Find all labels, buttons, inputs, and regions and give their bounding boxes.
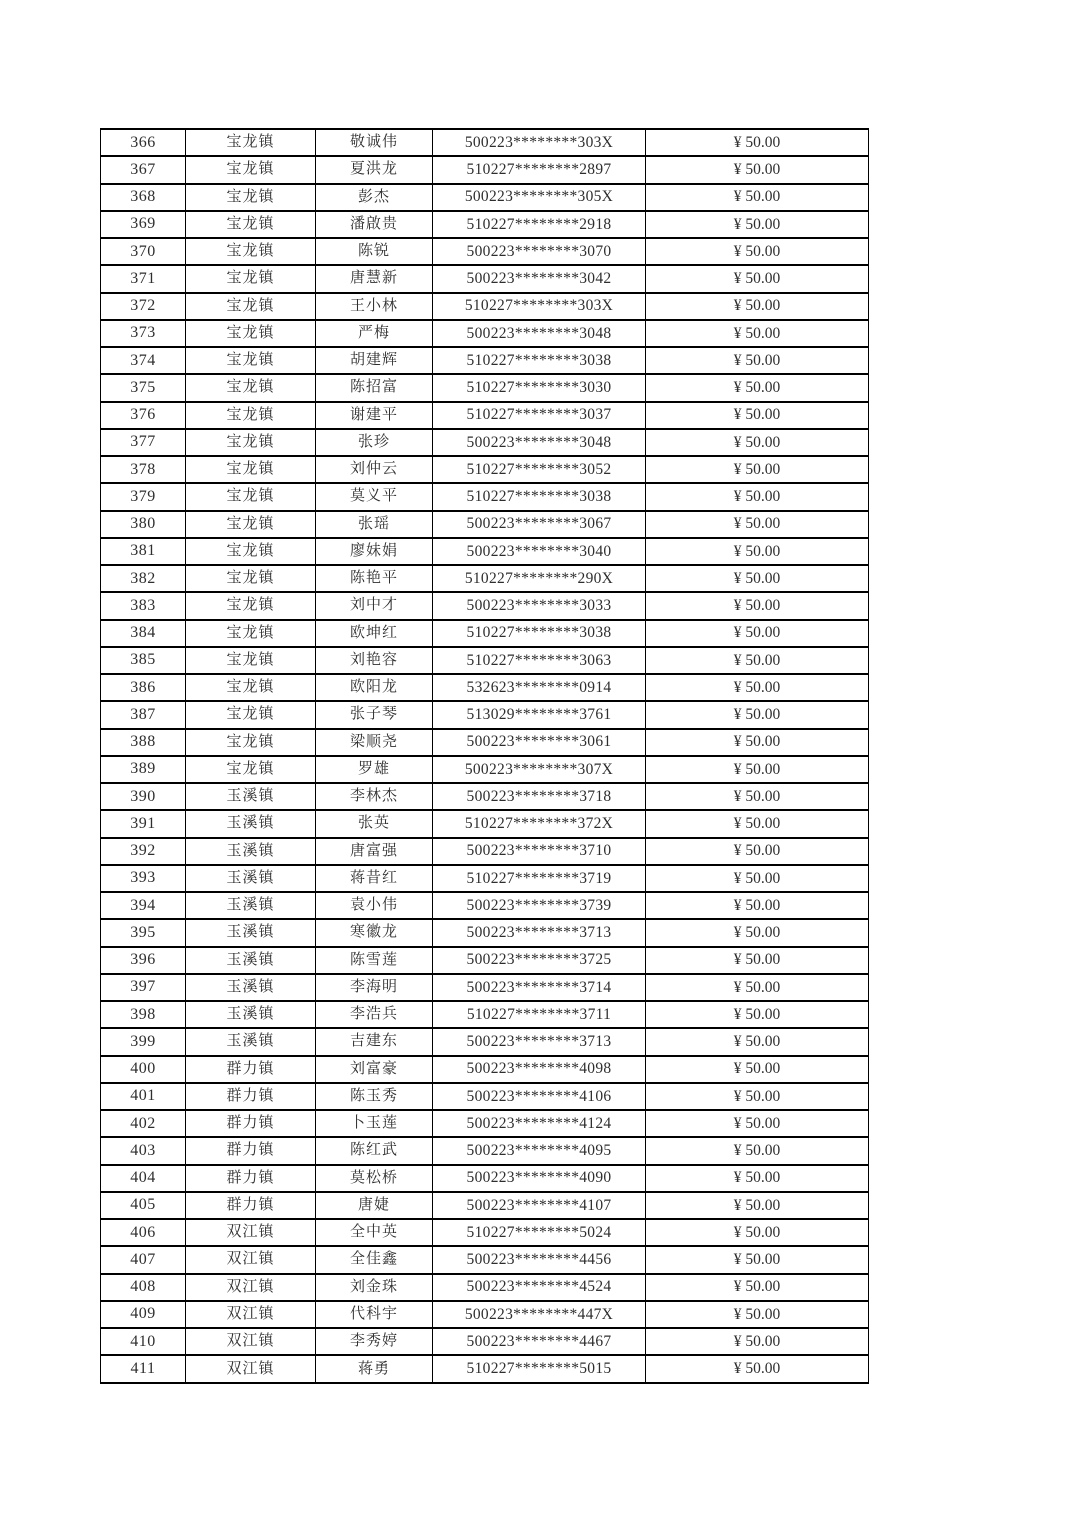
table-row xyxy=(101,729,869,756)
masked_id-cell: 500223********4124 xyxy=(433,1110,646,1137)
name-cell: 寒徽龙 xyxy=(316,919,433,946)
town-cell: 群力镇 xyxy=(186,1165,316,1192)
name-cell: 唐慧新 xyxy=(316,265,433,292)
masked_id-cell: 500223********4090 xyxy=(433,1165,646,1192)
name-cell: 刘仲云 xyxy=(316,456,433,483)
masked_id-cell: 500223********3713 xyxy=(433,919,646,946)
town-cell: 宝龙镇 xyxy=(186,565,316,592)
table-row xyxy=(101,756,869,783)
masked_id-cell: 500223********305X xyxy=(433,184,646,211)
masked_id-cell: 510227********3063 xyxy=(433,647,646,674)
serial-cell: 383 xyxy=(101,592,186,619)
name-cell: 张珍 xyxy=(316,429,433,456)
name-cell: 蒋勇 xyxy=(316,1355,433,1383)
serial-cell: 390 xyxy=(101,783,186,810)
serial-cell: 368 xyxy=(101,184,186,211)
town-cell: 宝龙镇 xyxy=(186,538,316,565)
table-row xyxy=(101,374,869,401)
name-cell: 张英 xyxy=(316,810,433,837)
table-row xyxy=(101,511,869,538)
town-cell: 双江镇 xyxy=(186,1246,316,1273)
amount-cell: ¥ 50.00 xyxy=(646,592,869,619)
town-cell: 双江镇 xyxy=(186,1301,316,1328)
amount-cell: ¥ 50.00 xyxy=(646,483,869,510)
masked_id-cell: 510227********3038 xyxy=(433,483,646,510)
masked_id-cell: 500223********3033 xyxy=(433,592,646,619)
masked_id-cell: 500223********303X xyxy=(433,129,646,156)
town-cell: 宝龙镇 xyxy=(186,647,316,674)
town-cell: 宝龙镇 xyxy=(186,483,316,510)
town-cell: 玉溪镇 xyxy=(186,919,316,946)
name-cell: 谢建平 xyxy=(316,402,433,429)
masked_id-cell: 500223********3040 xyxy=(433,538,646,565)
town-cell: 双江镇 xyxy=(186,1355,316,1383)
name-cell: 罗雄 xyxy=(316,756,433,783)
serial-cell: 394 xyxy=(101,892,186,919)
amount-cell: ¥ 50.00 xyxy=(646,1274,869,1301)
name-cell: 陈红武 xyxy=(316,1137,433,1164)
name-cell: 李海明 xyxy=(316,974,433,1001)
town-cell: 宝龙镇 xyxy=(186,293,316,320)
table-row xyxy=(101,156,869,183)
serial-cell: 369 xyxy=(101,211,186,238)
amount-cell: ¥ 50.00 xyxy=(646,511,869,538)
table-row xyxy=(101,238,869,265)
name-cell: 唐富强 xyxy=(316,838,433,865)
serial-cell: 387 xyxy=(101,701,186,728)
name-cell: 刘中才 xyxy=(316,592,433,619)
serial-cell: 399 xyxy=(101,1028,186,1055)
table-row xyxy=(101,919,869,946)
town-cell: 宝龙镇 xyxy=(186,184,316,211)
town-cell: 玉溪镇 xyxy=(186,838,316,865)
table-row xyxy=(101,293,869,320)
table-row xyxy=(101,211,869,238)
serial-cell: 388 xyxy=(101,729,186,756)
serial-cell: 371 xyxy=(101,265,186,292)
serial-cell: 380 xyxy=(101,511,186,538)
masked_id-cell: 500223********3710 xyxy=(433,838,646,865)
serial-cell: 403 xyxy=(101,1137,186,1164)
name-cell: 李林杰 xyxy=(316,783,433,810)
table-row xyxy=(101,402,869,429)
amount-cell: ¥ 50.00 xyxy=(646,184,869,211)
table-row xyxy=(101,1192,869,1219)
amount-cell: ¥ 50.00 xyxy=(646,538,869,565)
amount-cell: ¥ 50.00 xyxy=(646,1165,869,1192)
town-cell: 双江镇 xyxy=(186,1328,316,1355)
name-cell: 陈玉秀 xyxy=(316,1083,433,1110)
table-row xyxy=(101,1028,869,1055)
amount-cell: ¥ 50.00 xyxy=(646,1137,869,1164)
amount-cell: ¥ 50.00 xyxy=(646,402,869,429)
serial-cell: 408 xyxy=(101,1274,186,1301)
name-cell: 梁顺尧 xyxy=(316,729,433,756)
amount-cell: ¥ 50.00 xyxy=(646,810,869,837)
serial-cell: 366 xyxy=(101,129,186,156)
name-cell: 刘富豪 xyxy=(316,1056,433,1083)
amount-cell: ¥ 50.00 xyxy=(646,211,869,238)
amount-cell: ¥ 50.00 xyxy=(646,265,869,292)
amount-cell: ¥ 50.00 xyxy=(646,783,869,810)
serial-cell: 385 xyxy=(101,647,186,674)
name-cell: 陈锐 xyxy=(316,238,433,265)
serial-cell: 382 xyxy=(101,565,186,592)
masked_id-cell: 510227********3719 xyxy=(433,865,646,892)
town-cell: 玉溪镇 xyxy=(186,783,316,810)
table-row xyxy=(101,1083,869,1110)
masked_id-cell: 510227********2897 xyxy=(433,156,646,183)
masked_id-cell: 500223********3070 xyxy=(433,238,646,265)
serial-cell: 372 xyxy=(101,293,186,320)
town-cell: 群力镇 xyxy=(186,1192,316,1219)
serial-cell: 376 xyxy=(101,402,186,429)
serial-cell: 374 xyxy=(101,347,186,374)
masked_id-cell: 500223********447X xyxy=(433,1301,646,1328)
table-row xyxy=(101,810,869,837)
amount-cell: ¥ 50.00 xyxy=(646,238,869,265)
serial-cell: 370 xyxy=(101,238,186,265)
masked_id-cell: 500223********3067 xyxy=(433,511,646,538)
masked_id-cell: 500223********3048 xyxy=(433,320,646,347)
masked_id-cell: 500223********3042 xyxy=(433,265,646,292)
serial-cell: 400 xyxy=(101,1056,186,1083)
amount-cell: ¥ 50.00 xyxy=(646,1219,869,1246)
serial-cell: 410 xyxy=(101,1328,186,1355)
serial-cell: 398 xyxy=(101,1001,186,1028)
town-cell: 宝龙镇 xyxy=(186,729,316,756)
table-row xyxy=(101,429,869,456)
name-cell: 陈招富 xyxy=(316,374,433,401)
table-row xyxy=(101,320,869,347)
town-cell: 群力镇 xyxy=(186,1083,316,1110)
table-row xyxy=(101,783,869,810)
town-cell: 宝龙镇 xyxy=(186,374,316,401)
town-cell: 宝龙镇 xyxy=(186,511,316,538)
table-row xyxy=(101,129,869,156)
serial-cell: 409 xyxy=(101,1301,186,1328)
masked_id-cell: 500223********3061 xyxy=(433,729,646,756)
serial-cell: 393 xyxy=(101,865,186,892)
amount-cell: ¥ 50.00 xyxy=(646,974,869,1001)
town-cell: 宝龙镇 xyxy=(186,129,316,156)
serial-cell: 379 xyxy=(101,483,186,510)
table-row xyxy=(101,592,869,619)
serial-cell: 391 xyxy=(101,810,186,837)
town-cell: 宝龙镇 xyxy=(186,592,316,619)
name-cell: 胡建辉 xyxy=(316,347,433,374)
name-cell: 夏洪龙 xyxy=(316,156,433,183)
town-cell: 玉溪镇 xyxy=(186,1028,316,1055)
amount-cell: ¥ 50.00 xyxy=(646,1192,869,1219)
table-row xyxy=(101,701,869,728)
amount-cell: ¥ 50.00 xyxy=(646,1056,869,1083)
table-row xyxy=(101,1301,869,1328)
amount-cell: ¥ 50.00 xyxy=(646,1001,869,1028)
town-cell: 玉溪镇 xyxy=(186,974,316,1001)
table-row xyxy=(101,892,869,919)
amount-cell: ¥ 50.00 xyxy=(646,838,869,865)
name-cell: 全佳鑫 xyxy=(316,1246,433,1273)
amount-cell: ¥ 50.00 xyxy=(646,156,869,183)
serial-cell: 389 xyxy=(101,756,186,783)
name-cell: 刘艳容 xyxy=(316,647,433,674)
amount-cell: ¥ 50.00 xyxy=(646,320,869,347)
name-cell: 卜玉莲 xyxy=(316,1110,433,1137)
masked_id-cell: 510227********3038 xyxy=(433,347,646,374)
table-body xyxy=(101,129,869,1383)
town-cell: 宝龙镇 xyxy=(186,620,316,647)
serial-cell: 402 xyxy=(101,1110,186,1137)
name-cell: 敬诚伟 xyxy=(316,129,433,156)
masked_id-cell: 500223********3739 xyxy=(433,892,646,919)
amount-cell: ¥ 50.00 xyxy=(646,865,869,892)
masked_id-cell: 500223********3048 xyxy=(433,429,646,456)
amount-cell: ¥ 50.00 xyxy=(646,647,869,674)
amount-cell: ¥ 50.00 xyxy=(646,674,869,701)
town-cell: 群力镇 xyxy=(186,1137,316,1164)
amount-cell: ¥ 50.00 xyxy=(646,1110,869,1137)
table-row xyxy=(101,620,869,647)
name-cell: 欧坤红 xyxy=(316,620,433,647)
masked_id-cell: 532623********0914 xyxy=(433,674,646,701)
amount-cell: ¥ 50.00 xyxy=(646,293,869,320)
masked_id-cell: 500223********4106 xyxy=(433,1083,646,1110)
name-cell: 彭杰 xyxy=(316,184,433,211)
amount-cell: ¥ 50.00 xyxy=(646,756,869,783)
masked_id-cell: 510227********372X xyxy=(433,810,646,837)
town-cell: 宝龙镇 xyxy=(186,402,316,429)
serial-cell: 392 xyxy=(101,838,186,865)
masked_id-cell: 510227********5024 xyxy=(433,1219,646,1246)
table-row xyxy=(101,1328,869,1355)
town-cell: 双江镇 xyxy=(186,1219,316,1246)
masked_id-cell: 500223********3725 xyxy=(433,947,646,974)
serial-cell: 375 xyxy=(101,374,186,401)
serial-cell: 367 xyxy=(101,156,186,183)
masked_id-cell: 510227********5015 xyxy=(433,1355,646,1383)
town-cell: 宝龙镇 xyxy=(186,456,316,483)
serial-cell: 386 xyxy=(101,674,186,701)
town-cell: 宝龙镇 xyxy=(186,238,316,265)
masked_id-cell: 500223********3714 xyxy=(433,974,646,1001)
town-cell: 玉溪镇 xyxy=(186,1001,316,1028)
masked_id-cell: 500223********4095 xyxy=(433,1137,646,1164)
serial-cell: 384 xyxy=(101,620,186,647)
serial-cell: 396 xyxy=(101,947,186,974)
amount-cell: ¥ 50.00 xyxy=(646,1083,869,1110)
amount-cell: ¥ 50.00 xyxy=(646,620,869,647)
masked_id-cell: 500223********4107 xyxy=(433,1192,646,1219)
town-cell: 宝龙镇 xyxy=(186,320,316,347)
masked_id-cell: 500223********4524 xyxy=(433,1274,646,1301)
table-row xyxy=(101,538,869,565)
masked_id-cell: 500223********4098 xyxy=(433,1056,646,1083)
masked_id-cell: 510227********303X xyxy=(433,293,646,320)
amount-cell: ¥ 50.00 xyxy=(646,374,869,401)
name-cell: 吉建东 xyxy=(316,1028,433,1055)
masked_id-cell: 510227********3037 xyxy=(433,402,646,429)
serial-cell: 404 xyxy=(101,1165,186,1192)
serial-cell: 407 xyxy=(101,1246,186,1273)
table-row xyxy=(101,1137,869,1164)
name-cell: 李秀婷 xyxy=(316,1328,433,1355)
serial-cell: 411 xyxy=(101,1355,186,1383)
masked_id-cell: 513029********3761 xyxy=(433,701,646,728)
serial-cell: 401 xyxy=(101,1083,186,1110)
table-row xyxy=(101,265,869,292)
table-row xyxy=(101,1355,869,1383)
name-cell: 唐婕 xyxy=(316,1192,433,1219)
masked_id-cell: 510227********3038 xyxy=(433,620,646,647)
masked_id-cell: 510227********3030 xyxy=(433,374,646,401)
table-row xyxy=(101,974,869,1001)
table-row xyxy=(101,1219,869,1246)
name-cell: 李浩兵 xyxy=(316,1001,433,1028)
name-cell: 刘金珠 xyxy=(316,1274,433,1301)
name-cell: 廖妹娟 xyxy=(316,538,433,565)
serial-cell: 373 xyxy=(101,320,186,347)
name-cell: 陈艳平 xyxy=(316,565,433,592)
serial-cell: 378 xyxy=(101,456,186,483)
town-cell: 群力镇 xyxy=(186,1056,316,1083)
town-cell: 宝龙镇 xyxy=(186,156,316,183)
serial-cell: 405 xyxy=(101,1192,186,1219)
town-cell: 玉溪镇 xyxy=(186,892,316,919)
name-cell: 蒋昔红 xyxy=(316,865,433,892)
amount-cell: ¥ 50.00 xyxy=(646,1246,869,1273)
amount-cell: ¥ 50.00 xyxy=(646,456,869,483)
table-row xyxy=(101,1110,869,1137)
amount-cell: ¥ 50.00 xyxy=(646,1328,869,1355)
town-cell: 玉溪镇 xyxy=(186,865,316,892)
table-row xyxy=(101,1165,869,1192)
name-cell: 全中英 xyxy=(316,1219,433,1246)
masked_id-cell: 510227********3711 xyxy=(433,1001,646,1028)
amount-cell: ¥ 50.00 xyxy=(646,892,869,919)
town-cell: 群力镇 xyxy=(186,1110,316,1137)
amount-cell: ¥ 50.00 xyxy=(646,1301,869,1328)
masked_id-cell: 500223********4467 xyxy=(433,1328,646,1355)
masked_id-cell: 510227********3052 xyxy=(433,456,646,483)
masked_id-cell: 500223********3713 xyxy=(433,1028,646,1055)
masked_id-cell: 500223********3718 xyxy=(433,783,646,810)
town-cell: 宝龙镇 xyxy=(186,429,316,456)
table-row xyxy=(101,1001,869,1028)
amount-cell: ¥ 50.00 xyxy=(646,429,869,456)
town-cell: 宝龙镇 xyxy=(186,265,316,292)
serial-cell: 377 xyxy=(101,429,186,456)
document-page xyxy=(100,128,869,1384)
town-cell: 双江镇 xyxy=(186,1274,316,1301)
amount-cell: ¥ 50.00 xyxy=(646,347,869,374)
amount-cell: ¥ 50.00 xyxy=(646,701,869,728)
amount-cell: ¥ 50.00 xyxy=(646,947,869,974)
amount-cell: ¥ 50.00 xyxy=(646,1355,869,1383)
table-row xyxy=(101,838,869,865)
name-cell: 欧阳龙 xyxy=(316,674,433,701)
table-row xyxy=(101,1056,869,1083)
town-cell: 宝龙镇 xyxy=(186,347,316,374)
town-cell: 宝龙镇 xyxy=(186,211,316,238)
masked_id-cell: 500223********4456 xyxy=(433,1246,646,1273)
table-row xyxy=(101,456,869,483)
serial-cell: 397 xyxy=(101,974,186,1001)
town-cell: 玉溪镇 xyxy=(186,810,316,837)
table-row xyxy=(101,1246,869,1273)
name-cell: 严梅 xyxy=(316,320,433,347)
amount-cell: ¥ 50.00 xyxy=(646,729,869,756)
table-row xyxy=(101,565,869,592)
amount-cell: ¥ 50.00 xyxy=(646,1028,869,1055)
table-row xyxy=(101,947,869,974)
name-cell: 潘啟贵 xyxy=(316,211,433,238)
amount-cell: ¥ 50.00 xyxy=(646,129,869,156)
name-cell: 张子琴 xyxy=(316,701,433,728)
town-cell: 宝龙镇 xyxy=(186,674,316,701)
table-row xyxy=(101,184,869,211)
table-row xyxy=(101,483,869,510)
serial-cell: 406 xyxy=(101,1219,186,1246)
masked_id-cell: 500223********307X xyxy=(433,756,646,783)
table-row xyxy=(101,347,869,374)
name-cell: 张瑶 xyxy=(316,511,433,538)
serial-cell: 395 xyxy=(101,919,186,946)
amount-cell: ¥ 50.00 xyxy=(646,919,869,946)
name-cell: 王小林 xyxy=(316,293,433,320)
beneficiary-table xyxy=(100,128,869,1384)
name-cell: 莫义平 xyxy=(316,483,433,510)
table-row xyxy=(101,674,869,701)
town-cell: 玉溪镇 xyxy=(186,947,316,974)
town-cell: 宝龙镇 xyxy=(186,756,316,783)
masked_id-cell: 510227********290X xyxy=(433,565,646,592)
name-cell: 代科宇 xyxy=(316,1301,433,1328)
masked_id-cell: 510227********2918 xyxy=(433,211,646,238)
amount-cell: ¥ 50.00 xyxy=(646,565,869,592)
serial-cell: 381 xyxy=(101,538,186,565)
table-row xyxy=(101,865,869,892)
town-cell: 宝龙镇 xyxy=(186,701,316,728)
name-cell: 袁小伟 xyxy=(316,892,433,919)
name-cell: 陈雪莲 xyxy=(316,947,433,974)
name-cell: 莫松桥 xyxy=(316,1165,433,1192)
table-row xyxy=(101,1274,869,1301)
table-row xyxy=(101,647,869,674)
